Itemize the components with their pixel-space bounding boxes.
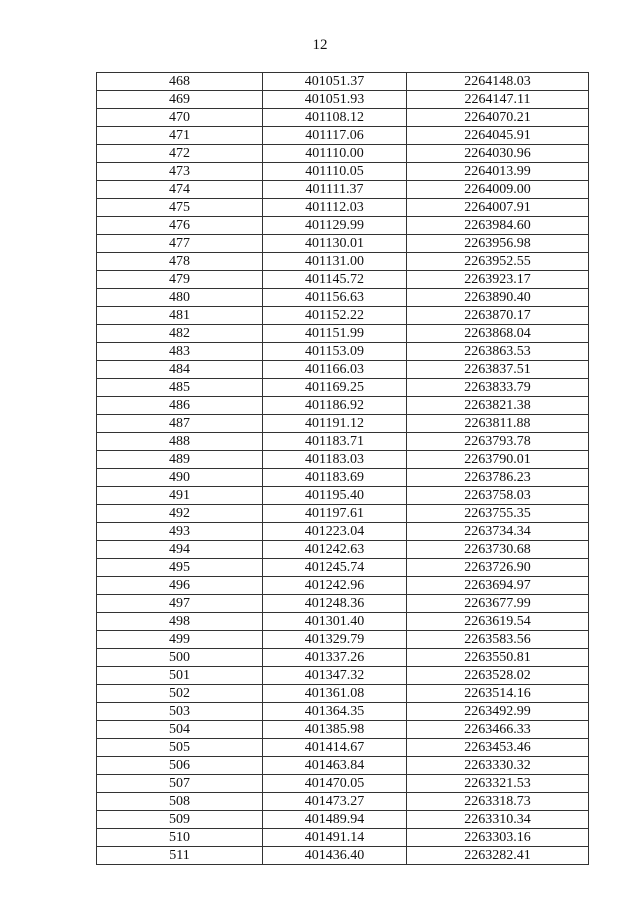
point-number-cell: 502	[97, 685, 263, 703]
table-row	[97, 235, 589, 253]
table-row	[97, 145, 589, 163]
point-number-cell: 493	[97, 523, 263, 541]
y-coordinate-cell: 2263821.38	[407, 397, 589, 415]
table-row	[97, 343, 589, 361]
point-number-cell: 479	[97, 271, 263, 289]
table-row	[97, 631, 589, 649]
x-coordinate-cell: 401197.61	[263, 505, 407, 523]
table-row	[97, 271, 589, 289]
x-coordinate-cell: 401491.14	[263, 829, 407, 847]
table-row	[97, 847, 589, 865]
point-number-cell: 468	[97, 73, 263, 91]
y-coordinate-cell: 2263694.97	[407, 577, 589, 595]
y-coordinate-cell: 2264045.91	[407, 127, 589, 145]
table-row	[97, 829, 589, 847]
table-row	[97, 199, 589, 217]
x-coordinate-cell: 401111.37	[263, 181, 407, 199]
y-coordinate-cell: 2263310.34	[407, 811, 589, 829]
x-coordinate-cell: 401110.00	[263, 145, 407, 163]
y-coordinate-cell: 2263793.78	[407, 433, 589, 451]
x-coordinate-cell: 401130.01	[263, 235, 407, 253]
table-row	[97, 487, 589, 505]
table-row	[97, 775, 589, 793]
x-coordinate-cell: 401223.04	[263, 523, 407, 541]
y-coordinate-cell: 2264147.11	[407, 91, 589, 109]
point-number-cell: 510	[97, 829, 263, 847]
point-number-cell: 501	[97, 667, 263, 685]
y-coordinate-cell: 2263984.60	[407, 217, 589, 235]
y-coordinate-cell: 2263786.23	[407, 469, 589, 487]
y-coordinate-cell: 2264148.03	[407, 73, 589, 91]
point-number-cell: 508	[97, 793, 263, 811]
point-number-cell: 506	[97, 757, 263, 775]
y-coordinate-cell: 2263318.73	[407, 793, 589, 811]
x-coordinate-cell: 401470.05	[263, 775, 407, 793]
y-coordinate-cell: 2263837.51	[407, 361, 589, 379]
table-row	[97, 289, 589, 307]
y-coordinate-cell: 2263303.16	[407, 829, 589, 847]
point-number-cell: 474	[97, 181, 263, 199]
table-row	[97, 505, 589, 523]
table-row	[97, 181, 589, 199]
point-number-cell: 500	[97, 649, 263, 667]
y-coordinate-cell: 2263758.03	[407, 487, 589, 505]
x-coordinate-cell: 401414.67	[263, 739, 407, 757]
x-coordinate-cell: 401169.25	[263, 379, 407, 397]
table-row	[97, 379, 589, 397]
y-coordinate-cell: 2263870.17	[407, 307, 589, 325]
table-row	[97, 649, 589, 667]
y-coordinate-cell: 2263833.79	[407, 379, 589, 397]
point-number-cell: 497	[97, 595, 263, 613]
y-coordinate-cell: 2263755.35	[407, 505, 589, 523]
table-row	[97, 253, 589, 271]
point-number-cell: 477	[97, 235, 263, 253]
point-number-cell: 485	[97, 379, 263, 397]
coordinates-table	[96, 72, 589, 865]
x-coordinate-cell: 401347.32	[263, 667, 407, 685]
x-coordinate-cell: 401183.69	[263, 469, 407, 487]
point-number-cell: 483	[97, 343, 263, 361]
point-number-cell: 470	[97, 109, 263, 127]
point-number-cell: 481	[97, 307, 263, 325]
point-number-cell: 472	[97, 145, 263, 163]
x-coordinate-cell: 401108.12	[263, 109, 407, 127]
x-coordinate-cell: 401242.63	[263, 541, 407, 559]
x-coordinate-cell: 401183.71	[263, 433, 407, 451]
x-coordinate-cell: 401385.98	[263, 721, 407, 739]
table-row	[97, 793, 589, 811]
x-coordinate-cell: 401329.79	[263, 631, 407, 649]
point-number-cell: 498	[97, 613, 263, 631]
page-number: 12	[312, 37, 328, 53]
table-row	[97, 127, 589, 145]
point-number-cell: 478	[97, 253, 263, 271]
table-row	[97, 757, 589, 775]
point-number-cell: 482	[97, 325, 263, 343]
x-coordinate-cell: 401051.93	[263, 91, 407, 109]
x-coordinate-cell: 401117.06	[263, 127, 407, 145]
y-coordinate-cell: 2263730.68	[407, 541, 589, 559]
x-coordinate-cell: 401166.03	[263, 361, 407, 379]
point-number-cell: 486	[97, 397, 263, 415]
y-coordinate-cell: 2263868.04	[407, 325, 589, 343]
y-coordinate-cell: 2263453.46	[407, 739, 589, 757]
x-coordinate-cell: 401129.99	[263, 217, 407, 235]
x-coordinate-cell: 401145.72	[263, 271, 407, 289]
y-coordinate-cell: 2263321.53	[407, 775, 589, 793]
table-row	[97, 91, 589, 109]
y-coordinate-cell: 2263811.88	[407, 415, 589, 433]
x-coordinate-cell: 401301.40	[263, 613, 407, 631]
table-row	[97, 217, 589, 235]
x-coordinate-cell: 401364.35	[263, 703, 407, 721]
x-coordinate-cell: 401110.05	[263, 163, 407, 181]
y-coordinate-cell: 2264070.21	[407, 109, 589, 127]
point-number-cell: 490	[97, 469, 263, 487]
table-row	[97, 361, 589, 379]
point-number-cell: 504	[97, 721, 263, 739]
table-row	[97, 541, 589, 559]
table-row	[97, 73, 589, 91]
table-row	[97, 613, 589, 631]
point-number-cell: 488	[97, 433, 263, 451]
x-coordinate-cell: 401051.37	[263, 73, 407, 91]
x-coordinate-cell: 401337.26	[263, 649, 407, 667]
point-number-cell: 511	[97, 847, 263, 865]
point-number-cell: 469	[97, 91, 263, 109]
x-coordinate-cell: 401361.08	[263, 685, 407, 703]
y-coordinate-cell: 2264009.00	[407, 181, 589, 199]
point-number-cell: 505	[97, 739, 263, 757]
y-coordinate-cell: 2263952.55	[407, 253, 589, 271]
coordinates-table-body	[97, 73, 589, 865]
y-coordinate-cell: 2263726.90	[407, 559, 589, 577]
y-coordinate-cell: 2264007.91	[407, 199, 589, 217]
table-row	[97, 469, 589, 487]
point-number-cell: 489	[97, 451, 263, 469]
y-coordinate-cell: 2263890.40	[407, 289, 589, 307]
point-number-cell: 484	[97, 361, 263, 379]
y-coordinate-cell: 2263282.41	[407, 847, 589, 865]
x-coordinate-cell: 401156.63	[263, 289, 407, 307]
x-coordinate-cell: 401186.92	[263, 397, 407, 415]
y-coordinate-cell: 2263790.01	[407, 451, 589, 469]
table-row	[97, 109, 589, 127]
point-number-cell: 495	[97, 559, 263, 577]
point-number-cell: 494	[97, 541, 263, 559]
point-number-cell: 509	[97, 811, 263, 829]
table-row	[97, 163, 589, 181]
x-coordinate-cell: 401191.12	[263, 415, 407, 433]
table-row	[97, 523, 589, 541]
y-coordinate-cell: 2264013.99	[407, 163, 589, 181]
table-row	[97, 451, 589, 469]
point-number-cell: 507	[97, 775, 263, 793]
y-coordinate-cell: 2263734.34	[407, 523, 589, 541]
point-number-cell: 499	[97, 631, 263, 649]
y-coordinate-cell: 2263619.54	[407, 613, 589, 631]
x-coordinate-cell: 401242.96	[263, 577, 407, 595]
y-coordinate-cell: 2263330.32	[407, 757, 589, 775]
point-number-cell: 496	[97, 577, 263, 595]
point-number-cell: 480	[97, 289, 263, 307]
point-number-cell: 491	[97, 487, 263, 505]
table-row	[97, 415, 589, 433]
table-row	[97, 397, 589, 415]
x-coordinate-cell: 401248.36	[263, 595, 407, 613]
x-coordinate-cell: 401245.74	[263, 559, 407, 577]
table-row	[97, 307, 589, 325]
x-coordinate-cell: 401463.84	[263, 757, 407, 775]
x-coordinate-cell: 401152.22	[263, 307, 407, 325]
x-coordinate-cell: 401151.99	[263, 325, 407, 343]
x-coordinate-cell: 401153.09	[263, 343, 407, 361]
y-coordinate-cell: 2263466.33	[407, 721, 589, 739]
table-row	[97, 811, 589, 829]
y-coordinate-cell: 2263583.56	[407, 631, 589, 649]
x-coordinate-cell: 401131.00	[263, 253, 407, 271]
y-coordinate-cell: 2263923.17	[407, 271, 589, 289]
point-number-cell: 503	[97, 703, 263, 721]
x-coordinate-cell: 401489.94	[263, 811, 407, 829]
point-number-cell: 492	[97, 505, 263, 523]
point-number-cell: 473	[97, 163, 263, 181]
y-coordinate-cell: 2263514.16	[407, 685, 589, 703]
point-number-cell: 475	[97, 199, 263, 217]
point-number-cell: 487	[97, 415, 263, 433]
x-coordinate-cell: 401183.03	[263, 451, 407, 469]
x-coordinate-cell: 401473.27	[263, 793, 407, 811]
point-number-cell: 476	[97, 217, 263, 235]
point-number-cell: 471	[97, 127, 263, 145]
table-row	[97, 703, 589, 721]
table-row	[97, 595, 589, 613]
table-row	[97, 559, 589, 577]
table-row	[97, 433, 589, 451]
table-row	[97, 739, 589, 757]
x-coordinate-cell: 401436.40	[263, 847, 407, 865]
table-row	[97, 721, 589, 739]
table-row	[97, 685, 589, 703]
x-coordinate-cell: 401195.40	[263, 487, 407, 505]
y-coordinate-cell: 2263528.02	[407, 667, 589, 685]
y-coordinate-cell: 2263956.98	[407, 235, 589, 253]
y-coordinate-cell: 2263550.81	[407, 649, 589, 667]
table-row	[97, 325, 589, 343]
y-coordinate-cell: 2263863.53	[407, 343, 589, 361]
x-coordinate-cell: 401112.03	[263, 199, 407, 217]
y-coordinate-cell: 2264030.96	[407, 145, 589, 163]
table-row	[97, 667, 589, 685]
table-row	[97, 577, 589, 595]
y-coordinate-cell: 2263492.99	[407, 703, 589, 721]
y-coordinate-cell: 2263677.99	[407, 595, 589, 613]
